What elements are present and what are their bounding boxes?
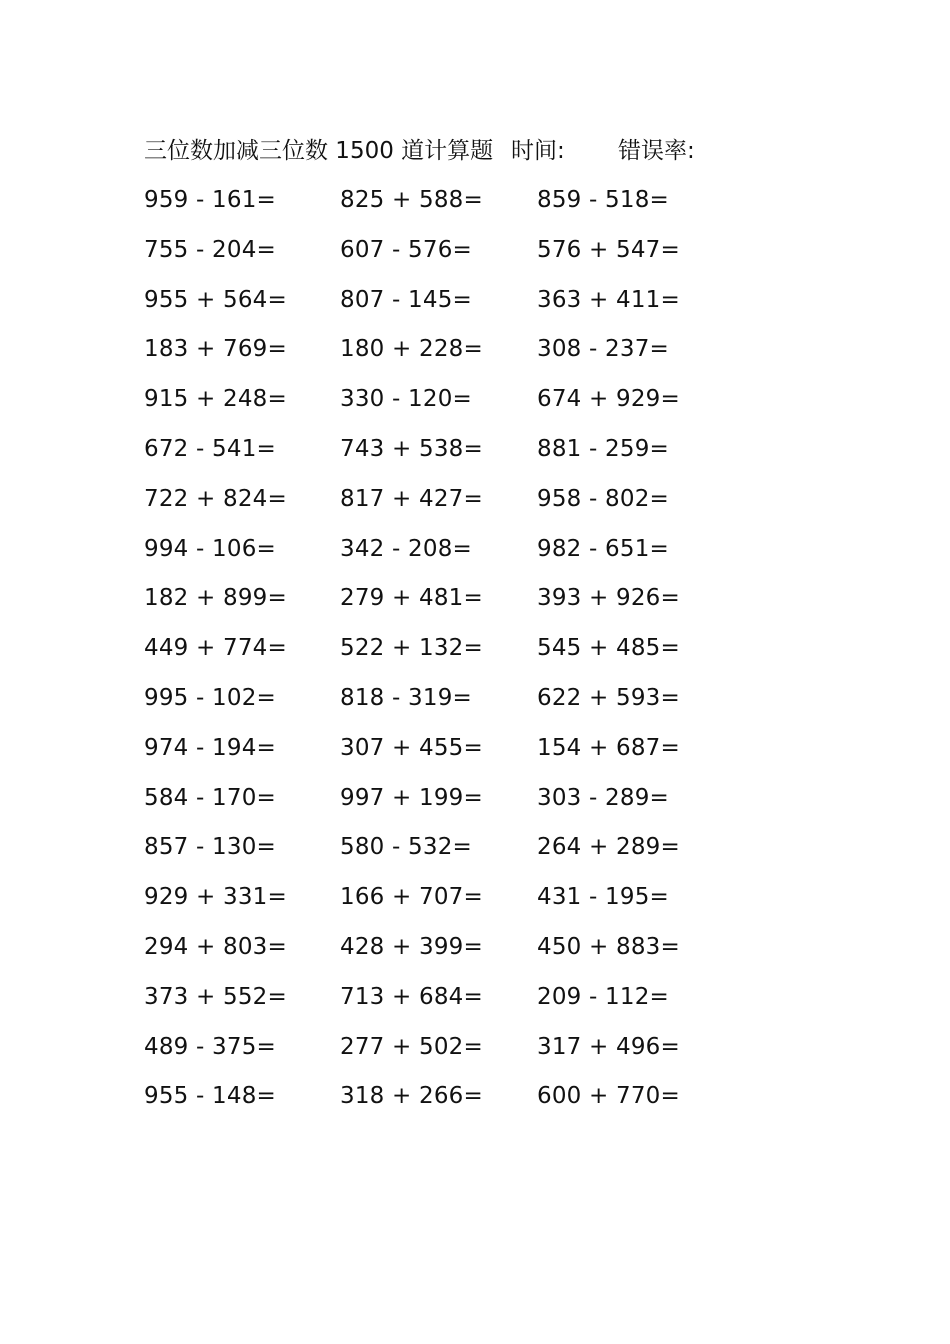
problem-row	[144, 233, 744, 283]
worksheet-title: 三位数加减三位数 1500 道计算题	[144, 138, 494, 164]
problem-item: 607 - 576=	[340, 236, 472, 263]
problem-item: 431 - 195=	[537, 884, 669, 911]
problem-row	[144, 183, 744, 233]
problem-item: 317 + 496=	[537, 1033, 680, 1060]
problem-item: 955 - 148=	[144, 1083, 276, 1110]
problem-item: 393 + 926=	[537, 585, 680, 612]
problem-item: 303 - 289=	[537, 784, 669, 811]
problem-row	[144, 930, 744, 980]
problem-item: 743 + 538=	[340, 435, 483, 462]
problem-item: 674 + 929=	[537, 386, 680, 413]
problem-row	[144, 283, 744, 333]
problem-item: 166 + 707=	[340, 884, 483, 911]
problem-row	[144, 482, 744, 532]
worksheet-header	[144, 134, 764, 168]
problem-row	[144, 880, 744, 930]
problem-row	[144, 332, 744, 382]
problem-item: 584 - 170=	[144, 784, 276, 811]
problem-item: 279 + 481=	[340, 585, 483, 612]
problem-item: 929 + 331=	[144, 884, 287, 911]
problem-item: 264 + 289=	[537, 834, 680, 861]
problem-item: 859 - 518=	[537, 187, 669, 213]
problem-item: 449 + 774=	[144, 635, 287, 662]
problem-item: 982 - 651=	[537, 535, 669, 562]
problem-item: 180 + 228=	[340, 336, 483, 363]
problem-item: 545 + 485=	[537, 635, 680, 662]
problem-row	[144, 781, 744, 831]
problem-item: 722 + 824=	[144, 485, 287, 512]
problem-item: 955 + 564=	[144, 286, 287, 313]
problem-item: 183 + 769=	[144, 336, 287, 363]
problem-row	[144, 681, 744, 731]
problem-row	[144, 581, 744, 631]
problem-row	[144, 382, 744, 432]
problem-row	[144, 432, 744, 482]
problem-item: 307 + 455=	[340, 734, 483, 761]
problem-row	[144, 980, 744, 1030]
problem-item: 330 - 120=	[340, 386, 472, 413]
problem-item: 994 - 106=	[144, 535, 276, 562]
error-rate-label: 错误率:	[618, 138, 695, 164]
problem-row	[144, 631, 744, 681]
problem-grid	[144, 183, 744, 1129]
problem-item: 363 + 411=	[537, 286, 680, 313]
problem-item: 818 - 319=	[340, 684, 472, 711]
problem-item: 489 - 375=	[144, 1033, 276, 1060]
problem-row	[144, 830, 744, 880]
problem-item: 600 + 770=	[537, 1083, 680, 1110]
problem-row	[144, 532, 744, 582]
problem-item: 622 + 593=	[537, 684, 680, 711]
problem-item: 713 + 684=	[340, 983, 483, 1010]
problem-item: 915 + 248=	[144, 386, 287, 413]
problem-item: 318 + 266=	[340, 1083, 483, 1110]
problem-item: 182 + 899=	[144, 585, 287, 612]
problem-item: 277 + 502=	[340, 1033, 483, 1060]
time-label: 时间:	[511, 138, 565, 164]
problem-item: 209 - 112=	[537, 983, 669, 1010]
problem-item: 522 + 132=	[340, 635, 483, 662]
problem-item: 672 - 541=	[144, 435, 276, 462]
problem-item: 817 + 427=	[340, 485, 483, 512]
problem-item: 857 - 130=	[144, 834, 276, 861]
problem-item: 308 - 237=	[537, 336, 669, 363]
problem-item: 974 - 194=	[144, 734, 276, 761]
problem-item: 755 - 204=	[144, 236, 276, 263]
problem-item: 958 - 802=	[537, 485, 669, 512]
problem-item: 807 - 145=	[340, 286, 472, 313]
problem-row	[144, 1079, 744, 1129]
problem-item: 825 + 588=	[340, 187, 483, 213]
problem-item: 450 + 883=	[537, 933, 680, 960]
problem-item: 580 - 532=	[340, 834, 472, 861]
problem-item: 154 + 687=	[537, 734, 680, 761]
problem-item: 995 - 102=	[144, 684, 276, 711]
problem-item: 881 - 259=	[537, 435, 669, 462]
problem-item: 373 + 552=	[144, 983, 287, 1010]
problem-item: 428 + 399=	[340, 933, 483, 960]
problem-row	[144, 1030, 744, 1080]
problem-item: 294 + 803=	[144, 933, 287, 960]
problem-row	[144, 731, 744, 781]
problem-item: 342 - 208=	[340, 535, 472, 562]
problem-item: 576 + 547=	[537, 236, 680, 263]
problem-item: 997 + 199=	[340, 784, 483, 811]
problem-item: 959 - 161=	[144, 187, 276, 213]
